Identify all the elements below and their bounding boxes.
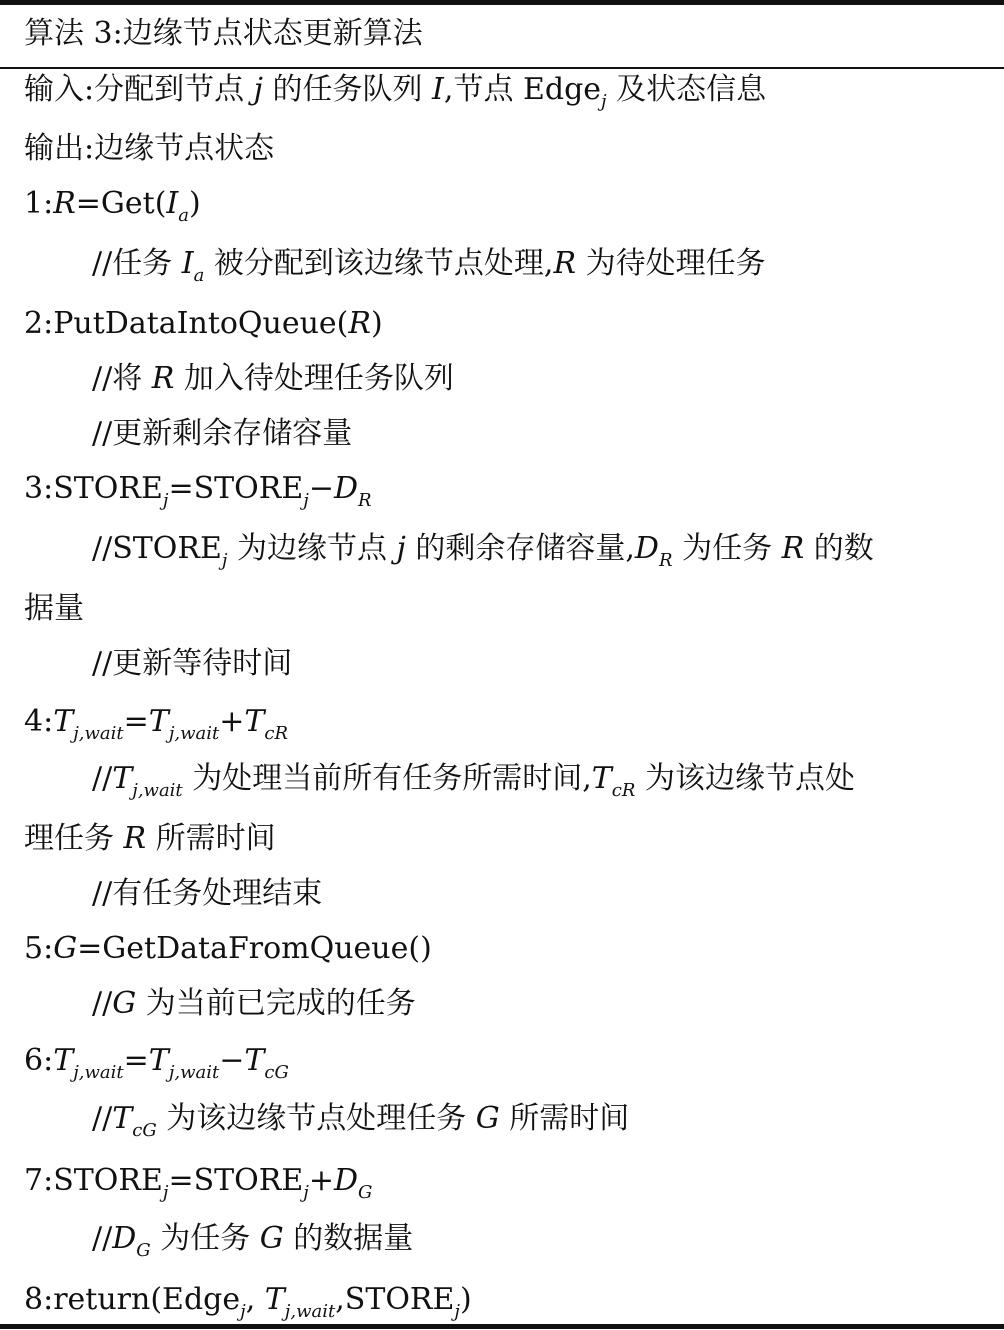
- comment-2b: //更新剩余存储容量: [92, 416, 353, 451]
- input-line: 输入:分配到节点 j 的任务队列 I,节点 Edge$_j$ 及状态信息: [24, 72, 767, 112]
- step-2: 2:PutDataIntoQueue(R): [24, 306, 383, 341]
- comment-4b: 理任务 R 所需时间: [24, 821, 276, 856]
- comment-7: $//D_G$ 为任务 G 的数据量: [92, 1221, 414, 1261]
- comment-3b: 据量: [24, 591, 84, 626]
- comment-3a: $//STORE_j$ 为边缘节点 j 的剩余存储容量$,D_R$ 为任务 R 的数: [92, 531, 874, 571]
- comment-6: $//T_{cG}$ 为该边缘节点处理任务 G 所需时间: [92, 1101, 630, 1141]
- bottom-rule: [0, 1324, 1004, 1329]
- step-1: $1:R=Get(I_a)$: [24, 186, 201, 226]
- comment-2: //将 R 加入待处理任务队列: [92, 361, 454, 396]
- top-rule: [0, 0, 1004, 5]
- step-5: 5:G=GetDataFromQueue(): [24, 931, 432, 966]
- title-rule: [0, 67, 1004, 69]
- comment-5: //G 为当前已完成的任务: [92, 986, 416, 1021]
- comment-3c: //更新等待时间: [92, 646, 293, 681]
- comment-4c: //有任务处理结束: [92, 876, 323, 911]
- step-7: $7:STORE_j=STORE_j+D_G$: [24, 1163, 373, 1203]
- step-8: 8:return(Edge$_j$, $T_{j,wait},STORE_j$): [24, 1282, 472, 1322]
- algorithm-title: 算法 3:边缘节点状态更新算法: [24, 16, 423, 51]
- step-4: $4:T_{j,wait}=T_{j,wait}+T_{cR}$: [24, 704, 289, 744]
- step-3: $3:STORE_j=STORE_j-D_R$: [24, 471, 372, 511]
- step-6: $6:T_{j,wait}=T_{j,wait}-T_{cG}$: [24, 1043, 289, 1083]
- comment-1: //任务 $I_a$ 被分配到该边缘节点处理,R 为待处理任务: [92, 246, 766, 286]
- comment-4a: $//T_{j,wait}$ 为处理当前所有任务所需时间$,T_{cR}$ 为该边缘节点处: [92, 761, 855, 801]
- output-line: 输出:边缘节点状态: [24, 131, 275, 166]
